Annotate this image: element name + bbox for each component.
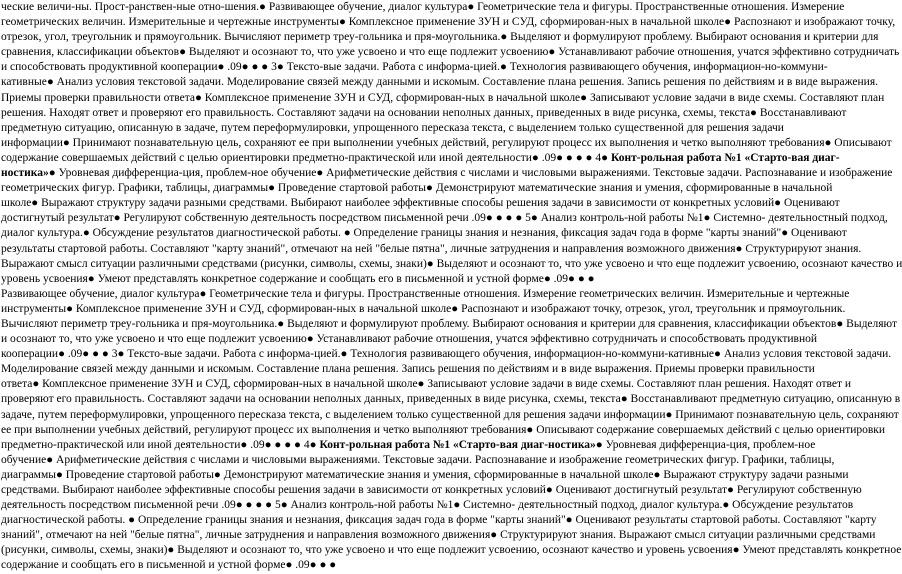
text-line <box>1 528 876 543</box>
text-line <box>1 513 877 528</box>
text-segment: решения. Находят ответ и проверяют его правильность. Составляют задачи на основании неполных данных, приведенных в виде рисунка, схемы, текста● Восстанавливают <box>1 106 847 119</box>
text-segment: инструменты● Комплексное применение ЗУН и СУД, сформирован-ных в начальной школе● Распознают и изображают точку, отрезок, угол, треугольник и прямоугольник. <box>1 302 846 315</box>
text-line <box>1 15 896 30</box>
text-line <box>1 196 840 211</box>
text-segment: достигнутый результат● Регулируют собственную деятельность посредством письменной речи .09● ● ● ● 5● Анализ контроль-ной работы №1● Системно- деятельностный подход, <box>1 212 888 225</box>
bold-text-segment: Конт-рольная работа №1 «Старто-вая диаг- <box>610 151 840 164</box>
text-segment: сравнения, классификации объектов● Выделяют и осознают то, что уже усвоено и что еще подлежит усвоению● Устанавливают рабочие отношения, учатся эффективно сотрудничать <box>1 46 900 59</box>
text-segment: задаче, путем переформулировки, упрощенного пересказа текста, с выделением только существенной для решения задачи информации● Принимают познавательную цель, сохраняют <box>1 408 899 421</box>
text-segment: и способствовать продуктивной кооперации● .09● ● ● 3● Тексто-вые задачи. Работа с информа-цией.● Технология развивающего обучения, информацион-но-коммуни- <box>1 61 828 74</box>
text-segment: диагностической работы. ● Определение границы знания и незнания, фиксация задач года в форме "карты знаний"● Оценивают результаты стартовой работы. Составляют "карту <box>1 514 877 527</box>
text-segment: предметно-практической или иной деятельности● .09● ● ● ● 4● <box>1 438 320 451</box>
text-segment: кооперации● .09● ● ● 3● Тексто-вые задачи. Работа с информа-цией.● Технология развивающего обучения, информацион-но-коммуни-кативные● Анализ условия текстовой задачи. <box>1 348 892 361</box>
text-segment: ● Уровневая дифференциа-ция, проблем-ное <box>595 438 816 451</box>
text-line <box>1 468 849 483</box>
text-line <box>1 302 846 317</box>
text-line <box>1 558 814 573</box>
text-segment: содержание совершаемых действий с целью ориентировки предметно-практической или иной деятельности● .09● ● ● ● 4● <box>1 151 611 164</box>
text-segment: знаний", отмечают на ней "белые пятна", личные затруднения и направления возможного движения● Структурируют знания. Выражают смысл ситуации различными средствами <box>1 529 876 542</box>
text-line <box>1 226 847 241</box>
text-line <box>1 317 898 332</box>
text-line <box>1 362 814 377</box>
text-segment: диалог культура.● Обсуждение результатов диагностической работы. ● Определение границы знания и незнания, фиксация задач года в форме "карты знаний"● Оценивают <box>1 227 847 240</box>
text-segment: школе● Выражают структуру задачи разными средствами. Выбирают наиболее эффективные способы решения задачи в зависимости от конкретных условий● Оценивают <box>1 197 840 210</box>
text-segment: диаграммы● Проведение стартовой работы● Демонстрируют математические знания и умения, сформированные в начальной школе● Выражают структуру задачи разными <box>1 468 849 481</box>
text-line <box>1 45 900 60</box>
text-line <box>1 136 892 151</box>
text-segment: ее при выполнении учебных действий, регулируют процесс их выполнения и четко выполняют требования● Описывают содержание совершаемых действий с целью ориентировки <box>1 423 886 436</box>
text-line <box>1 272 814 287</box>
text-line <box>1 392 901 407</box>
text-line <box>1 91 885 106</box>
text-line <box>1 287 850 302</box>
text-line <box>1 30 879 45</box>
text-line <box>1 0 845 15</box>
text-line <box>1 257 902 272</box>
text-line <box>1 211 888 226</box>
text-segment: Приемы проверки правильности ответа● Комплексное применение ЗУН и СУД, сформирован-ных в начальной школе● Записывают условие задачи в виде схемы. Составляют план <box>1 91 885 104</box>
text-segment: и осознают то, что уже усвоено и что еще подлежит усвоению● Устанавливают рабочие отношения, учатся эффективно сотрудничать и способствовать продуктивной <box>1 333 818 346</box>
text-line <box>1 242 862 257</box>
bold-text-segment: ностика» <box>1 167 49 180</box>
text-line <box>1 453 835 468</box>
text-line <box>1 543 902 558</box>
text-line <box>1 75 878 90</box>
text-segment: содержание и сообщать его в письменной и устной форме● .09● ● ● <box>1 559 337 572</box>
text-line <box>1 121 814 136</box>
text-segment: кативные● Анализ условия текстовой задачи. Моделирование связей между данными и искомым. Составление плана решения. Запись решения по действиям и в виде выражения. <box>1 76 878 89</box>
text-segment: результаты стартовой работы. Составляют "карту знаний", отмечают на ней "белые пятна", личные затруднения и направления возможного движения● Структурируют знания. <box>1 242 862 255</box>
text-segment: (рисунки, символы, схемы, знаки)● Выделяют и осознают то, что уже усвоено и что еще подлежит усвоению, осознают качество и уровень усвоения● Умеют представлять конкретное <box>1 544 902 557</box>
text-line <box>1 166 893 181</box>
text-segment: ответа● Комплексное применение ЗУН и СУД, сформирован-ных в начальной школе● Записывают условие задачи в виде схемы. Составляют план решения. Находят ответ и <box>1 378 852 391</box>
text-segment: деятельность посредством письменной речи .09● ● ● ● 5● Анализ контроль-ной работы №1● Системно- деятельностный подход, диалог культура.● Обсуждение результатов <box>1 499 854 512</box>
text-segment: уровень усвоения● Умеют представлять конкретное содержание и сообщать его в письменной и устной форме● .09● ● ● <box>1 272 595 285</box>
text-segment: предметную ситуацию, описанную в задаче, путем переформулировки, упрощенного пересказа текста, с выделением только существенной для решения задачи <box>1 121 784 134</box>
text-line <box>1 181 833 196</box>
text-line <box>1 332 818 347</box>
text-segment: Моделирование связей между данными и искомым. Составление плана решения. Запись решения по действиям и в виде выражения. Приемы проверки правильности <box>1 363 815 376</box>
text-line <box>1 347 892 362</box>
text-line <box>1 498 854 513</box>
text-segment: Выражают смысл ситуации различными средствами (рисунки, символы, схемы, знаки)● Выделяют и осознают то, что уже усвоено и что еще подлежит усвоению, осознают качество и <box>1 257 902 270</box>
text-line <box>1 151 840 166</box>
text-line <box>1 438 814 453</box>
text-line <box>1 483 862 498</box>
text-line <box>1 408 899 423</box>
text-segment: информации● Принимают познавательную цель, сохраняют ее при выполнении учебных действий, регулируют процесс их выполнения и четко выполняют требования● Описывают <box>1 136 892 149</box>
text-segment: геометрических величин. Измерительные и чертежные инструменты● Комплексное применение ЗУН и СУД, сформирован-ных в начальной школе● Распознают и изображают точку, <box>1 16 896 29</box>
text-segment: ● Уровневая дифференциа-ция, проблем-ное обучение● Арифметические действия с числами и числовыми выражениями. Текстовые задачи. Распознавание и изображение <box>48 167 893 180</box>
text-segment: обучение● Арифметические действия с числами и числовыми выражениями. Текстовые задачи. Распознавание и изображение геометрических фигур. Графики, таблицы, <box>1 453 835 466</box>
text-line <box>1 106 847 121</box>
text-segment: проверяют его правильность. Составляют задачи на основании неполных данных, приведенных в виде рисунка, схемы, текста● Восстанавливают предметную ситуацию, описанную в <box>1 393 901 406</box>
text-segment: средствами. Выбирают наиболее эффективные способы решения задачи в зависимости от конкретных условий● Оценивают достигнутый результат● Регулируют собственную <box>1 484 862 496</box>
bold-text-segment: Конт-рольная работа №1 «Старто-вая диаг-ностика» <box>319 438 596 451</box>
text-line <box>1 423 886 438</box>
text-line <box>1 60 828 75</box>
text-segment: ческие величи-ны. Прост-ранствен-ные отно-шения.● Развивающее обучение, диалог культура● Геометрические тела и фигуры. Пространственные отношения. Измерение <box>1 1 845 13</box>
text-line <box>1 377 852 392</box>
text-segment: Вычисляют периметр треу-гольника и пря-моугольника.● Выделяют и формулируют проблему. Выбирают основания и критерии для сравнения, классификации объектов● Выделяют <box>1 317 898 330</box>
text-segment: геометрических фигур. Графики, таблицы, диаграммы● Проведение стартовой работы● Демонстрируют математические знания и умения, сформированные в начальной <box>1 182 833 195</box>
text-segment: Развивающее обучение, диалог культура● Геометрические тела и фигуры. Пространственные отношения. Измерение геометрических величин. Измерительные и чертежные <box>1 287 850 300</box>
text-segment: отрезок, угол, треугольник и прямоугольник. Вычисляют периметр треу-гольника и пря-моугольника.● Выделяют и формулируют проблему. Выбирают основания и критерии для <box>1 31 879 44</box>
